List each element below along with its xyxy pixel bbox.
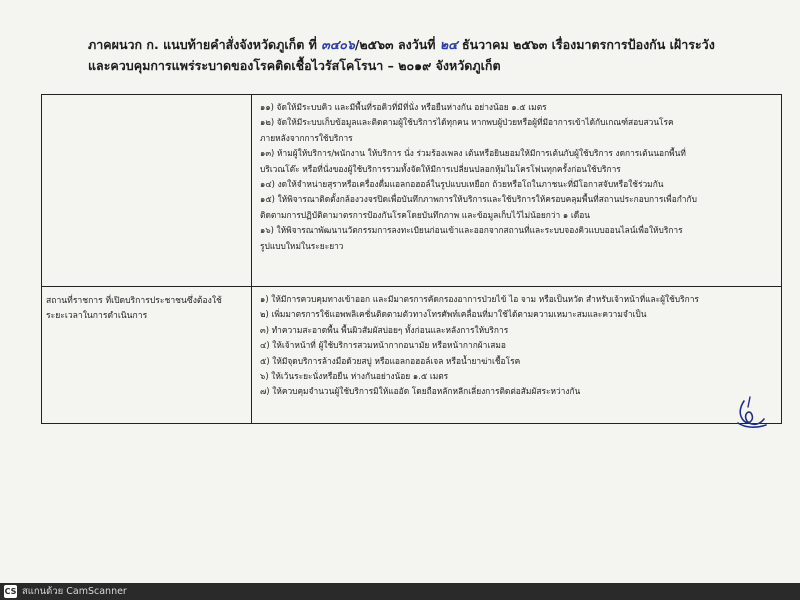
camscanner-label: สแกนด้วย CamScanner <box>22 586 127 597</box>
column-divider <box>251 95 252 423</box>
signature-mark <box>730 393 770 433</box>
measure-line: รูปแบบใหม่ในระยะยาว <box>260 240 344 251</box>
row2-place-cell <box>46 294 248 325</box>
measure-line: ๒) เพิ่มมาตรการใช้แอพพลิเคชั่นติดตามตัวทางโทรศัพท์เคลื่อนที่มาใช้ได้ตามความเหมาะสมและความจำเป็น <box>260 309 647 320</box>
day-handwritten: ๒๔ <box>439 37 458 52</box>
measure-line: ๑๑) จัดให้มีระบบคิว และมีพื้นที่รอคิวที่มีที่นั่ง หรือยืนห่างกัน อย่างน้อย ๑.๕ เมตร <box>260 102 547 112</box>
measure-line: ๓) ทำความสะอาดพื้น พื้นผิวสัมผัสบ่อยๆ ทั้งก่อนและหลังการให้บริการ <box>260 324 509 335</box>
order-number-handwritten: ๓๔๐๖ <box>321 37 355 52</box>
row-divider <box>42 286 781 287</box>
place-line: สถานที่ราชการ ที่เปิดบริการประชาชนซึ่งต้องใช้ <box>46 296 222 306</box>
scanner-footer <box>0 583 800 600</box>
measure-line: บริเวณโต๊ะ หรือที่นั่งของผู้ใช้บริการรวมทั้งจัดให้มีการเปลี่ยนปลอกหุ้มไมโครโฟนทุกครั้งก่อนใช้บริการ <box>260 163 621 174</box>
header-text-a: ภาคผนวก ก. แนบท้ายคำสั่งจังหวัดภูเก็ต ที่ <box>88 37 322 52</box>
measure-line: ๖) ให้เว้นระยะนั่งหรือยืน ห่างกันอย่างน้อย ๑.๕ เมตร <box>260 371 449 382</box>
measure-line: ๑๖) ให้พิจารณาพัฒนานวัตกรรมการลงทะเบียนก่อนเข้าและออกจากสถานที่และระบบจองคิวแบบออนไลน์เพื่อให้บริการ <box>260 225 683 236</box>
measure-line: ๗) ให้ควบคุมจำนวนผู้ใช้บริการมิให้แออัด โดยถือหลักหลีกเลี่ยงการติดต่อสัมผัสระหว่างกัน <box>260 386 581 397</box>
place-line: ระยะเวลาในการดำเนินการ <box>46 311 148 322</box>
measure-line: ๑) ให้มีการควบคุมทางเข้าออก และมีมาตรการคัดกรองอาการป่วยไข้ ไอ จาม หรือเป็นหวัด สำหรับเจ้าหน้าที่และผู้ใช้บริการ <box>260 294 699 304</box>
row1-measures-cell <box>260 100 780 254</box>
measure-line: ๑๕) ให้พิจารณาติดตั้งกล้องวงจรปิดเพื่อบันทึกภาพการให้บริการและใช้บริการให้ครอบคลุมพื้นที่สถานประกอบการเพื่อกำกับ <box>260 194 697 205</box>
camscanner-logo-icon: CS <box>4 587 17 596</box>
measure-line: ๑๔) งดให้จำหน่ายสุราหรือเครื่องดื่มแอลกอฮอล์ในรูปแบบเหยือก ถ้วยหรือโถในภาชนะที่มีโอกาสจับหรือใช้ร่วมกัน <box>260 179 664 190</box>
header-line-2: และควบคุมการแพร่ระบาดของโรคติดเชื้อไวรัสโคโรนา – ๒๐๑๙ จังหวัดภูเก็ต <box>88 58 501 73</box>
measure-line: ๑๒) จัดให้มีระบบเก็บข้อมูลและติดตามผู้ใช้บริการได้ทุกคน หากพบผู้ป่วยหรือผู้ที่มีอาการเข้าได้กับเกณฑ์สอบสวนโรค <box>260 117 674 128</box>
header-line-1 <box>88 34 788 55</box>
measure-line: ๑๓) ห้ามผู้ให้บริการ/พนักงาน ให้บริการ นั่ง ร่วมร้องเพลง เต้นหรือยินยอมให้มีการเต้นกับผู้ใช้บริการ งดการเต้นนอกพื้นที่ <box>260 148 686 159</box>
measures-table <box>41 94 782 424</box>
document-header <box>88 34 788 76</box>
measure-line: ๕) ให้มีจุดบริการล้างมือด้วยสบู่ หรือแอลกอฮอล์เจล หรือน้ำยาฆ่าเชื้อโรค <box>260 355 521 366</box>
measure-line: ติดตามการปฏิบัติตามาตรการป้องกันโรคโดยบันทึกภาพ และข้อมูลเก็บไว้ไม่น้อยกว่า ๑ เดือน <box>260 209 590 220</box>
measure-line: ภายหลังจากการใช้บริการ <box>260 132 353 143</box>
measure-line: ๔) ให้เจ้าหน้าที่ ผู้ใช้บริการสวมหน้ากากอนามัย หรือหน้ากากผ้าเสมอ <box>260 340 506 351</box>
header-text-b: /๒๕๖๓ ลงวันที่ <box>354 37 440 52</box>
header-text-c: ธันวาคม ๒๕๖๓ เรื่องมาตรการป้องกัน เฝ้าระวัง <box>457 37 715 52</box>
row2-measures-cell <box>260 292 780 400</box>
